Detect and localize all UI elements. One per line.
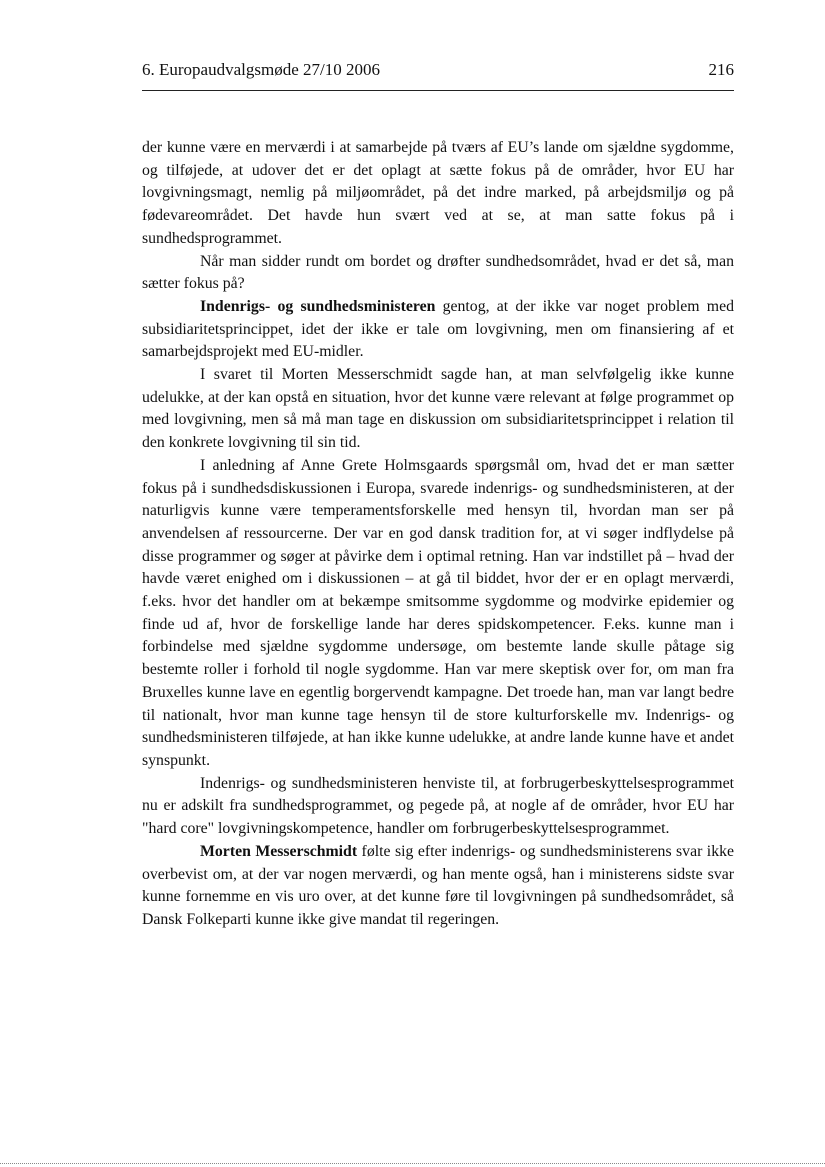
speaker-name: Morten Messerschmidt (200, 842, 358, 860)
paragraph-text: følte sig efter indenrigs- og sundhedsministerens svar ikke overbevist om, at der var nogen merværdi, og han mente også, han i ministerens sidste svar kunne fornemme en vis uro over, at det kunne føre til lovgivningen på sundhedsområdet, så Dansk Folkeparti kunne ikke give mandat til regeringen. (142, 842, 734, 928)
paragraph-6 (142, 773, 734, 841)
paragraph-2 (142, 251, 734, 296)
document-body (142, 137, 734, 932)
paragraph-text: gentog, at der ikke var noget problem med subsidiaritetsprincippet, idet der ikke er tale om lovgivning, men om finansiering af et samarbejdsprojekt med EU-midler. (142, 297, 734, 361)
speaker-name: Indenrigs- og sundhedsministeren (200, 297, 436, 315)
meeting-title: 6. Europaudvalgsmøde 27/10 2006 (142, 60, 380, 79)
paragraph-text: Indenrigs- og sundhedsministeren henviste til, at forbrugerbeskyttelsesprogrammet nu er adskilt fra sundhedsprogrammet, og pegede på, at nogle af de områder, hvor EU har "hard core" lovgivningskompetence, handler om forbrugerbeskyttelsesprogrammet. (142, 774, 734, 838)
paragraph-4 (142, 364, 734, 455)
paragraph-7 (142, 841, 734, 932)
paragraph-1 (142, 137, 734, 251)
page-header (142, 60, 734, 84)
scan-edge (0, 1163, 825, 1164)
paragraph-3 (142, 296, 734, 364)
paragraph-text: I svaret til Morten Messerschmidt sagde han, at man selvfølgelig ikke kunne udelukke, at der kan opstå en situation, hvor det kunne være relevant at følge programmet op med lovgivning, men så må man tage en diskussion om subsidiaritetsprincippet i relation til den konkrete lovgivning til sin tid. (142, 366, 734, 452)
paragraph-text: I anledning af Anne Grete Holmsgaards spørgsmål om, hvad det er man sætter fokus på i sundhedsdiskussionen i Europa, svarede indenrigs- og sundhedsministeren, at der naturligvis kunne være temperamentsforskelle med hensyn til, hvordan man ser på anvendelsen af ressourcerne. Der var en god dansk tradition for, at vi søger indflydelse på disse programmer og søger at påvirke dem i optimal retning. Han var indstillet på – hvad der havde været enighed om i diskussionen – at gå til biddet, hvor der er en oplagt merværdi, f.eks. hvor det handler om at bekæmpe smitsomme sygdomme og modvirke epidemier og finde ud af, hvor de forskellige lande har deres spidskompetencer. F.eks. kunne man i forbindelse med sjældne sygdomme undersøge, om bestemte lande skulle påtage sig bestemte roller i forhold til nogle sygdomme. Han var mere skeptisk over for, om man fra Bruxelles kunne lave en egentlig borgervendt kampagne. Det troede han, man var langt bedre til nationalt, hvor man kunne tage hensyn til de store kulturforskelle mv. Indenrigs- og sundhedsministeren tilføjede, at han ikke kunne udelukke, at andre lande kunne have et andet synspunkt. (142, 456, 734, 769)
paragraph-text: der kunne være en merværdi i at samarbejde på tværs af EU’s lande om sjældne sygdomme, og tilføjede, at udover det er det oplagt at sætte fokus på de områder, hvor EU har lovgivningsmagt, nemlig på miljøområdet, på det indre marked, på arbejdsmiljø og på fødevareområdet. Det havde hun svært ved at se, at man satte fokus på i sundhedsprogrammet. (142, 139, 734, 247)
header-divider (142, 90, 734, 91)
page-number: 216 (708, 60, 734, 79)
paragraph-text: Når man sidder rundt om bordet og drøfter sundhedsområdet, hvad er det så, man sætter fokus på? (142, 252, 734, 293)
paragraph-5 (142, 455, 734, 773)
